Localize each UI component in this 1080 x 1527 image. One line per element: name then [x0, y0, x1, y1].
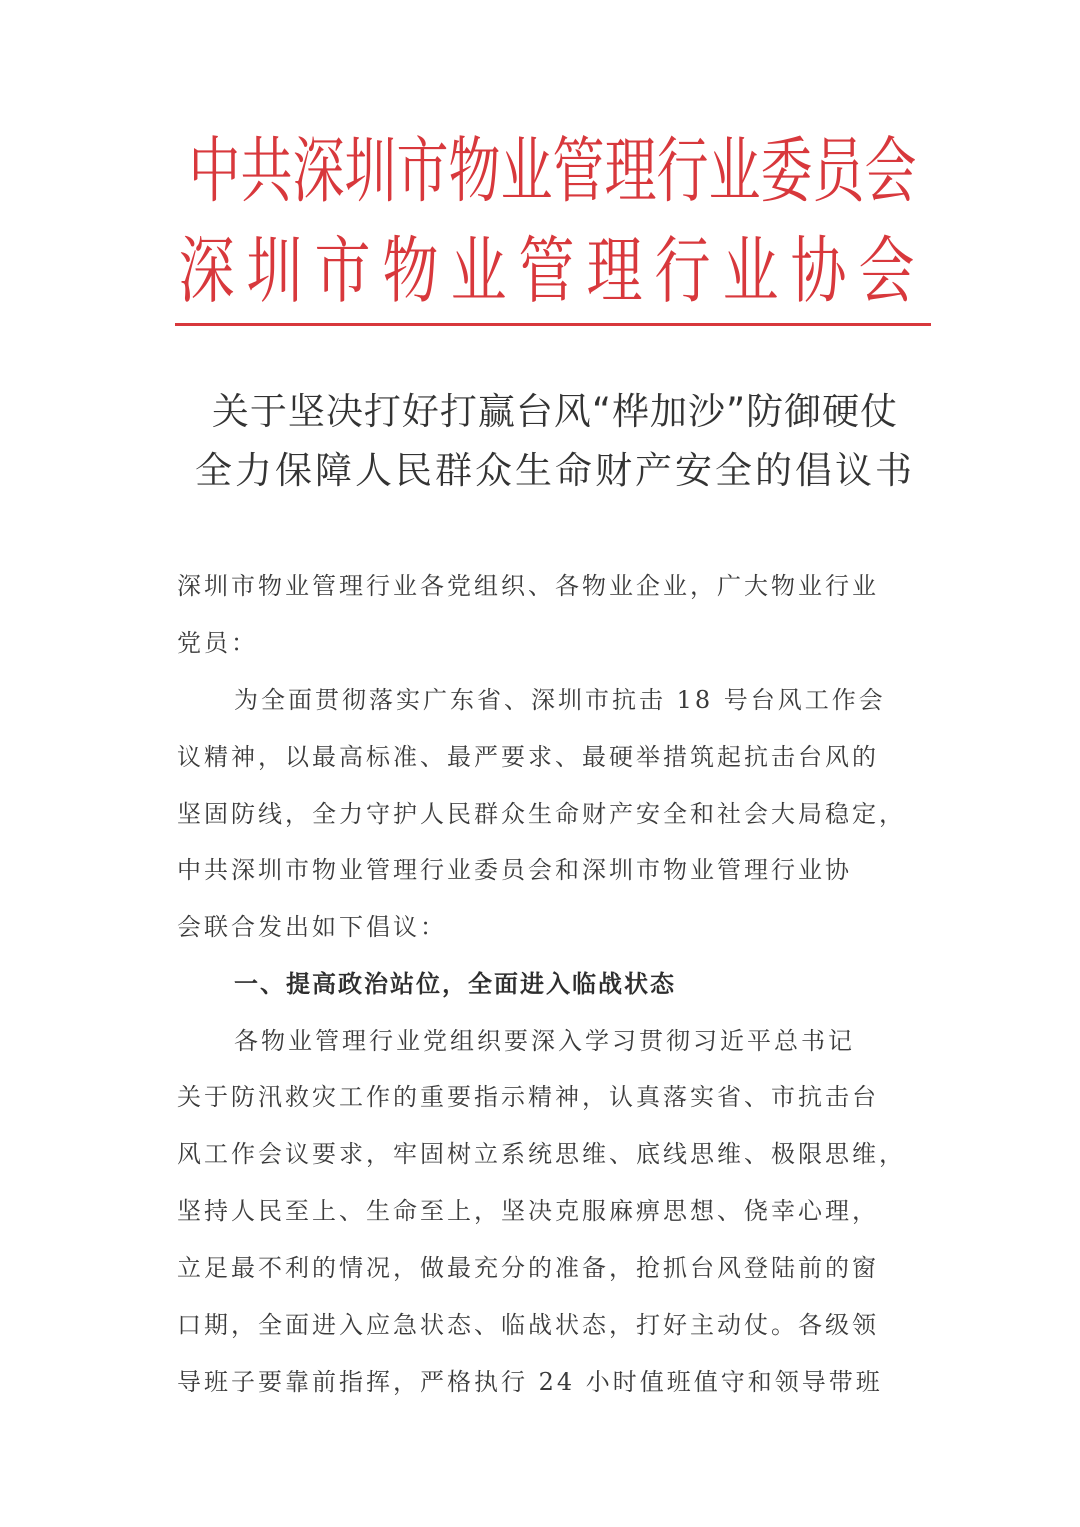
body-paragraph-1-line-2: 议精神，以最高标准、最严要求、最硬举措筑起抗击台风的 — [177, 743, 879, 771]
body-paragraph-2-line-3: 风工作会议要求，牢固树立系统思维、底线思维、极限思维， — [177, 1140, 906, 1168]
body-paragraph-2-line-1: 各物业管理行业党组织要深入学习贯彻习近平总书记 — [234, 1027, 855, 1055]
letterhead-association: 深圳市物业管理行业协会 — [178, 229, 927, 314]
document-title-line-2: 全力保障人民群众生命财产安全的倡议书 — [195, 449, 915, 492]
body-paragraph-1-line-3: 坚固防线，全力守护人民群众生命财产安全和社会大局稳定， — [177, 800, 906, 828]
salutation-line-2: 党员： — [177, 629, 258, 657]
body-paragraph-2-line-6: 口期，全面进入应急状态、临战状态，打好主动仗。各级领 — [177, 1311, 879, 1339]
letterhead-red-rule — [175, 323, 931, 326]
body-paragraph-2-line-5: 立足最不利的情况，做最充分的准备，抢抓台风登陆前的窗 — [177, 1254, 879, 1282]
body-paragraph-2-line-2: 关于防汛救灾工作的重要指示精神，认真落实省、市抗击台 — [177, 1083, 879, 1111]
salutation-line-1: 深圳市物业管理行业各党组织、各物业企业，广大物业行业 — [177, 572, 879, 600]
body-paragraph-1-line-4: 中共深圳市物业管理行业委员会和深圳市物业管理行业协 — [177, 856, 852, 884]
body-paragraph-1-line-1: 为全面贯彻落实广东省、深圳市抗击 18 号台风工作会 — [234, 686, 886, 714]
letterhead-party-committee: 中共深圳市物业管理行业委员会 — [188, 130, 917, 214]
body-paragraph-1-line-5: 会联合发出如下倡议： — [177, 913, 447, 941]
body-paragraph-2-line-4: 坚持人民至上、生命至上，坚决克服麻痹思想、侥幸心理， — [177, 1197, 879, 1225]
document-title-line-1: 关于坚决打好打赢台风“桦加沙”防御硬仗 — [211, 390, 899, 433]
section-heading-1: 一、提高政治站位，全面进入临战状态 — [234, 970, 676, 998]
body-paragraph-2-line-7: 导班子要靠前指挥，严格执行 24 小时值班值守和领导带班 — [177, 1368, 883, 1396]
